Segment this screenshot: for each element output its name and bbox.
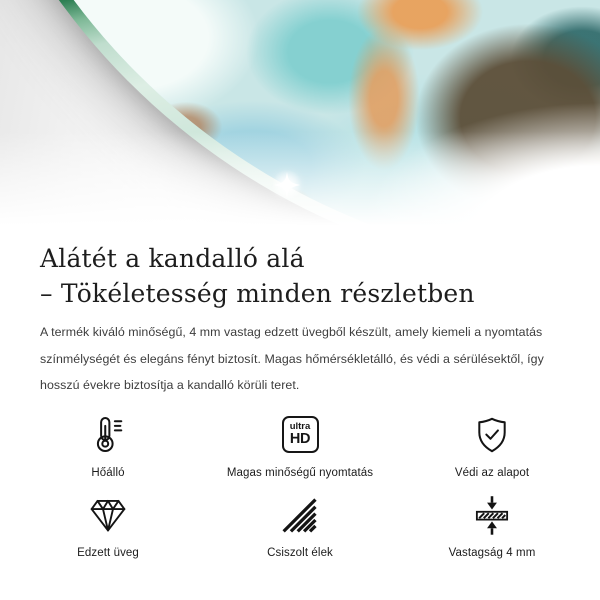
ultra-hd-badge-top-text: ultra: [289, 421, 311, 433]
feature-label: Csiszolt élek: [267, 546, 333, 559]
feature-heat-resistant: [12, 411, 204, 479]
thermometer-icon: [82, 411, 134, 459]
feature-thickness: [396, 491, 588, 559]
ultra-hd-badge-bottom-text: HD: [289, 430, 311, 447]
page-title: [40, 241, 560, 311]
ultra-hd-badge-icon: [274, 411, 326, 459]
feature-label: Edzett üveg: [77, 546, 139, 559]
shield-check-icon: [466, 411, 518, 459]
feature-label: Hőálló: [91, 466, 125, 479]
product-photo: [0, 0, 600, 235]
product-description: A termék kiváló minőségű, 4 mm vastag edzett üvegből készült, amely kiemeli a nyomtatás színmélységét és elegáns fényt biztosít. Magas hőmérsékletálló, és védi a sérülésektől, így hosszú évekre biztosítja a kandalló körüli teret.: [40, 325, 544, 392]
page-title-line-2: – Tökéletesség minden részletben: [40, 279, 475, 308]
feature-print-quality: [204, 411, 396, 479]
feature-grid: [12, 411, 588, 559]
page-title-line-1: Alátét a kandalló alá: [40, 244, 305, 273]
feature-label: Védi az alapot: [454, 466, 530, 479]
feature-base-protection: [396, 411, 588, 479]
feature-polished-edges: [204, 491, 396, 559]
thickness-arrows-icon: [466, 491, 518, 539]
feature-label: Vastagság 4 mm: [448, 546, 536, 559]
polished-edge-icon: [274, 491, 326, 539]
diamond-icon: [82, 491, 134, 539]
sparkle-highlight-icon: [271, 169, 303, 201]
feature-tempered-glass: [12, 491, 204, 559]
feature-label: Magas minőségű nyomtatás: [226, 466, 374, 479]
